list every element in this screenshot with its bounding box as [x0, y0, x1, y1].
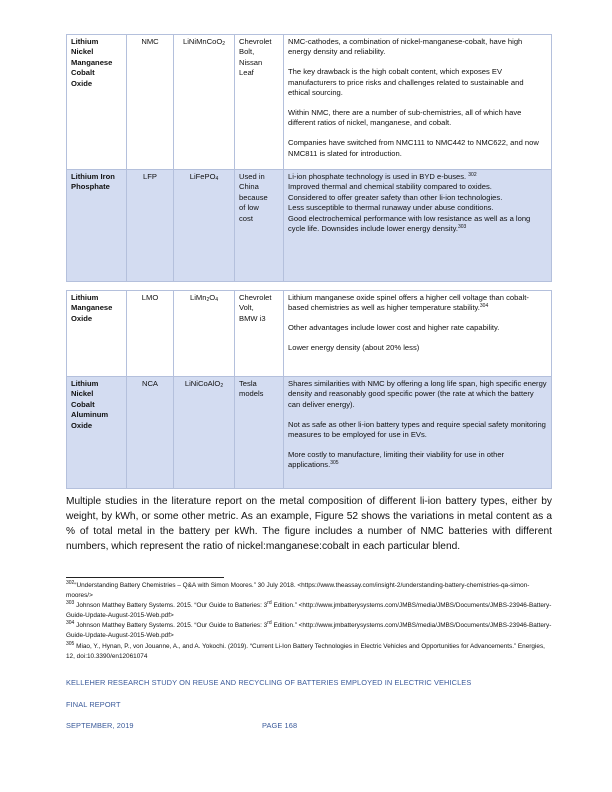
formula-cell: [174, 170, 235, 282]
description-paragraph: Not as safe as other li-ion battery types and require special safety monitoring measures to be employed for use in EVs.: [288, 419, 546, 440]
vehicle-line: because: [239, 192, 268, 202]
description-paragraph: Shares similarities with NMC by offering a long life span, high specific energy density and reasonably good specific power (the rate at which the battery can deliver energy).: [288, 379, 547, 409]
footnote-ref[interactable]: 302: [468, 172, 477, 178]
chemistry-name-cell: [67, 35, 127, 170]
vehicles-cell: [235, 377, 284, 489]
name-line: Lithium: [71, 37, 99, 46]
description-cell: [284, 170, 552, 282]
formula-cell: [174, 291, 235, 377]
vehicle-line: Chevrolet: [239, 293, 272, 302]
description-paragraph: Within NMC, there are a number of sub-chemistries, all of which have different ratios of nickel, manganese, and cobalt.: [288, 108, 522, 128]
footnote-number: 303: [66, 600, 75, 607]
description-line: Improved thermal and chemical stability compared to oxides.: [288, 182, 492, 192]
table-row-nmc: [67, 35, 552, 170]
name-line: Cobalt: [71, 399, 95, 409]
footnote-ref[interactable]: 305: [330, 460, 339, 467]
name-line: Nickel: [71, 389, 94, 399]
ordinal-suffix: rd: [267, 620, 272, 627]
name-line: Lithium: [71, 293, 99, 302]
ordinal-suffix: rd: [267, 600, 272, 607]
abbreviation-cell: LMO: [127, 291, 174, 377]
formula-text: LiMn: [190, 293, 207, 302]
abbreviation-cell: LFP: [127, 170, 174, 282]
footnote-text: Johnson Matthey Battery Systems. 2015. “Our Guide to Batteries: 3: [74, 622, 268, 630]
name-line: Oxide: [71, 420, 93, 430]
footnote-text: Miao, Y., Hynan, P., von Jouanne, A., and A. Yokochi. (2019). “Current Li-Ion Battery Technologies in Electric Vehicles and Opportunities for Advancements.” Energies, 12, doi:10.3390/en12061074: [66, 642, 545, 660]
chemistry-name-cell: [67, 170, 127, 282]
footer-page-number: PAGE 168: [262, 721, 298, 730]
description-line: Good electrochemical performance with low resistance as well as a long cycle life. Downsides include lower energy density.: [288, 213, 531, 234]
vehicle-line: Nissan: [239, 57, 263, 67]
description-text: Lithium manganese oxide spinel offers a higher cell voltage than cobalt-based chemistries as well as higher temperature stability.: [288, 293, 529, 313]
description-cell: [284, 291, 552, 377]
formula-text: LiNiCoAlO: [184, 379, 221, 388]
footer-date: SEPTEMBER, 2019: [66, 721, 134, 730]
formula-cell: [174, 35, 235, 170]
description-line: Considered to offer greater safety than other li-ion technologies.: [288, 192, 503, 202]
footnote-303: [66, 601, 552, 621]
abbreviation-cell: NMC: [127, 35, 174, 170]
footnote-302: [66, 581, 552, 601]
formula-cell: [174, 377, 235, 489]
footer-subtitle: FINAL REPORT: [66, 700, 121, 709]
name-line: Manganese: [71, 303, 113, 313]
name-line: Cobalt: [71, 68, 95, 78]
formula-subscript: 2: [222, 41, 226, 47]
description-paragraph: The key drawback is the high cobalt content, which exposes EV manufacturers to price risks and challenges related to sustainable and ethical sourcing.: [288, 67, 524, 98]
vehicle-line: models: [239, 389, 264, 399]
description-paragraph: Companies have switched from NMC111 to NMC442 to NMC622, and now NMC811 is slated for introduction.: [288, 138, 539, 158]
vehicle-line: China: [239, 182, 259, 192]
table-row-nca: [67, 377, 552, 489]
battery-chemistry-table-2: [66, 290, 552, 489]
footnote-separator: [66, 577, 224, 578]
vehicle-line: Leaf: [239, 68, 254, 78]
formula-text: O: [209, 293, 216, 302]
formula-text: LiNiMnCoO: [182, 37, 223, 46]
footnote-number: 305: [66, 640, 75, 647]
description-cell: [284, 35, 552, 170]
body-paragraph: Multiple studies in the literature report on the metal composition of different li-ion battery types, either by weight, by kWh, or some other metric. As an example, Figure 52 shows the variations in metal content as a % of total metal in the battery per kWh. The figure includes a number of NMC batteries with different numbers, which represent the ratio of nickel:manganese:cobalt in each particular blend.: [66, 496, 552, 552]
name-line: Oxide: [71, 313, 93, 323]
chemistry-name-cell: [67, 377, 127, 489]
footnote-text[interactable]: “Understanding Battery Chemistries – Q&A with Simon Moores.” 30 July 2018. <https://www.theassay.com/insight-2/understanding-battery-chemistries-qa-simon-moores/>: [66, 582, 530, 600]
vehicle-line: Chevrolet: [239, 37, 272, 46]
description-line: Less susceptible to thermal runaway under abuse conditions.: [288, 203, 494, 213]
table-row-lmo: [67, 291, 552, 377]
formula-text: LiFePO: [189, 172, 216, 181]
abbreviation-cell: NCA: [127, 377, 174, 489]
name-line: Nickel: [71, 47, 94, 57]
table-row-lfp: [67, 170, 552, 282]
name-line: Phosphate: [71, 182, 110, 192]
vehicle-line: of low: [239, 203, 259, 213]
name-line: Lithium Iron: [71, 172, 115, 181]
footnote-ref[interactable]: 303: [457, 224, 467, 231]
footnote-link-text[interactable]: Edition.” <http://www.jmbatterysystems.com/JMBS/media/JMBS/Documents/JMBS-23946-Battery-Guide-Update-August-2015-Web.pdf>: [66, 622, 552, 640]
vehicle-line: Bolt,: [239, 47, 255, 57]
formula-subscript: 2: [206, 297, 210, 303]
description-paragraph: [288, 293, 547, 314]
footnote-ref[interactable]: 304: [479, 303, 489, 310]
vehicles-cell: [235, 170, 284, 282]
description-paragraph: Lower energy density (about 20% less): [288, 343, 420, 353]
name-line: Aluminum: [71, 410, 109, 420]
formula-subscript: 4: [215, 297, 218, 303]
description-cell: [284, 377, 552, 489]
description-paragraph: NMC-cathodes, a combination of nickel-manganese-cobalt, have high energy density and reliability.: [288, 37, 523, 57]
description-paragraph: Other advantages include lower cost and higher rate capability.: [288, 323, 500, 333]
description-paragraph: [288, 450, 547, 471]
vehicle-line: BMW i3: [239, 313, 266, 323]
formula-subscript: 4: [215, 176, 219, 182]
footnotes: [66, 581, 552, 662]
vehicles-cell: [235, 35, 284, 170]
vehicle-line: Volt,: [239, 303, 254, 313]
battery-chemistry-table-1: [66, 34, 552, 282]
formula-subscript: 2: [220, 383, 224, 389]
footnote-305: [66, 642, 552, 662]
footnote-304: [66, 621, 552, 641]
footnote-link-text[interactable]: Edition.” <http://www.jmbatterysystems.com/JMBS/media/JMBS/Documents/JMBS-23946-Battery-Guide-Update-August-2015-Web.pdf>: [66, 602, 552, 620]
description-text: More costly to manufacture, limiting their viability for use in other applications.: [288, 450, 505, 470]
footer-report-title: KELLEHER RESEARCH STUDY ON REUSE AND RECYCLING OF BATTERIES EMPLOYED IN ELECTRIC VEHICLES: [66, 678, 472, 687]
name-line: Manganese: [71, 57, 113, 67]
description-line: Li-ion phosphate technology is used in BYD e-buses.: [288, 172, 469, 181]
vehicles-cell: [235, 291, 284, 377]
footnote-number: 304: [66, 620, 75, 627]
name-line: Lithium: [71, 379, 99, 388]
vehicle-line: cost: [239, 213, 253, 223]
footnote-number: 302: [66, 580, 75, 586]
name-line: Oxide: [71, 78, 93, 88]
vehicle-line: Used in: [239, 172, 265, 181]
chemistry-name-cell: [67, 291, 127, 377]
footnote-text: Johnson Matthey Battery Systems. 2015. “Our Guide to Batteries: 3: [74, 602, 268, 610]
vehicle-line: Tesla: [239, 379, 257, 388]
